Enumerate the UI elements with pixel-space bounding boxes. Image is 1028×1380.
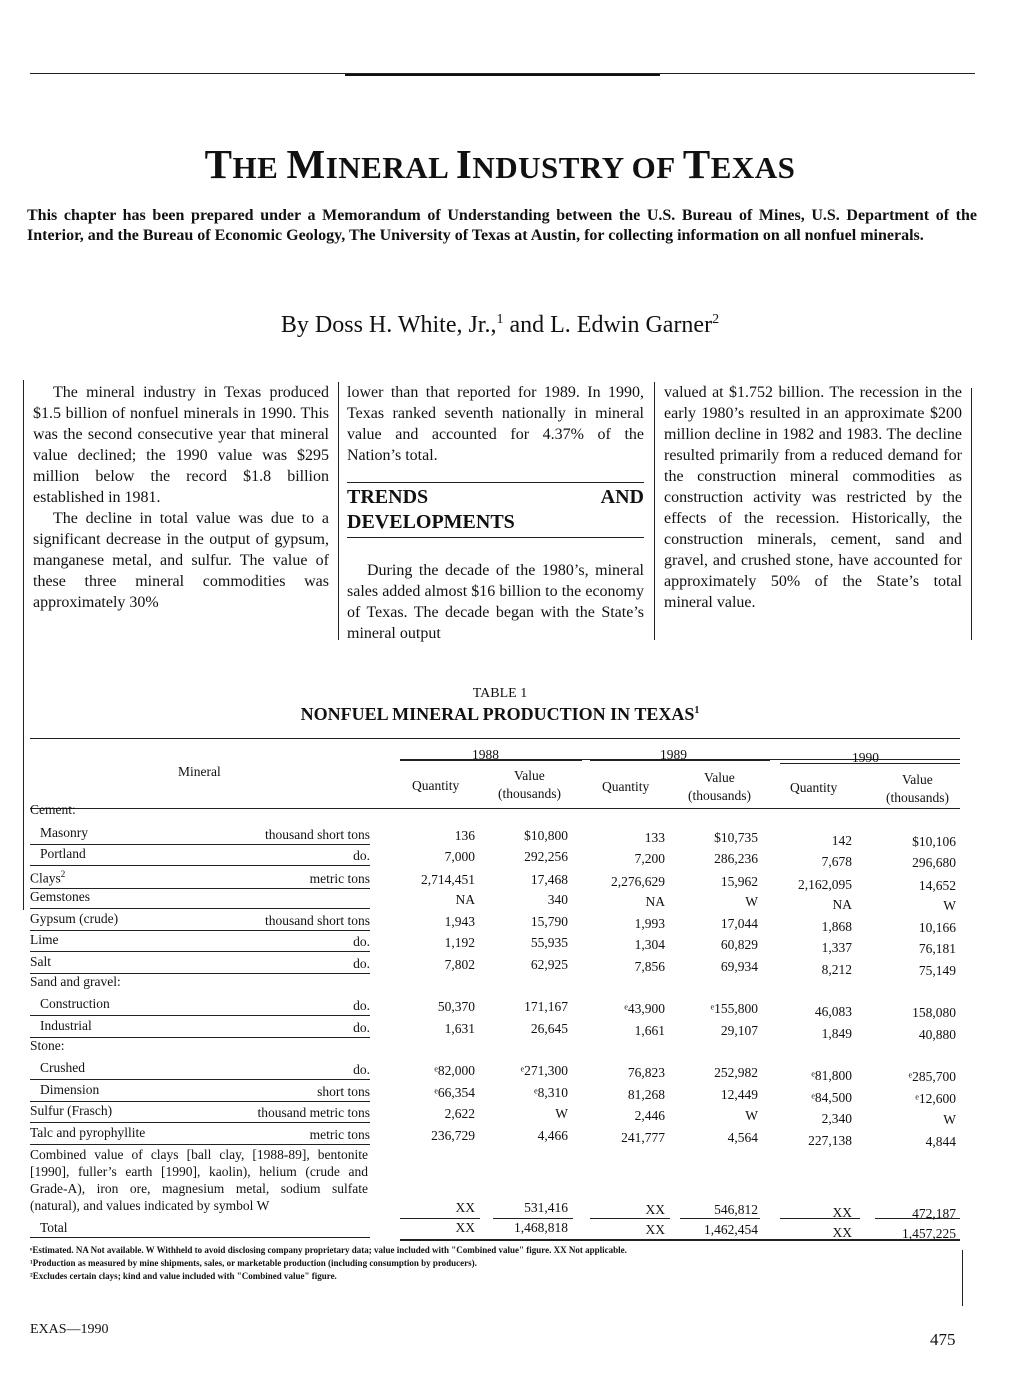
table-cell: 4,844	[925, 1134, 956, 1149]
table-cell: ᵉ8,310	[534, 1085, 568, 1100]
row-rule	[30, 930, 370, 931]
total-rule	[680, 1218, 760, 1219]
total-cell: XX	[832, 1225, 852, 1240]
table-cell: 1,661	[634, 1023, 665, 1038]
mineral-name	[40, 1060, 85, 1076]
table-cell: NA	[455, 892, 475, 907]
table-cell: 7,000	[444, 849, 475, 864]
table-cell: 40,880	[918, 1027, 956, 1042]
table-cell: 286,236	[714, 851, 758, 866]
mineral-name-text: Construction	[40, 996, 110, 1011]
mineral-name	[30, 1103, 112, 1119]
row-rule	[30, 1079, 370, 1080]
paragraph: valued at $1.752 billion. The recession in the early 1980’s resulted in an approximate $200 million decline in 1982 and 1983. The decline resulted primarily from a reduced demand for the construction mineral commodities as construction activity was restricted by the effects of the recession. Historically, the construction minerals, cement, sand and gravel, and crushed stone, have accounted for approximately 50% of the State’s total mineral value.	[664, 384, 962, 611]
table-title: NONFUEL MINERAL PRODUCTION IN TEXAS$^1$	[300, 704, 700, 724]
table-cell: 292,256	[524, 849, 568, 864]
mineral-name-text: Talc and pyrophyllite	[30, 1125, 146, 1140]
column-divider	[654, 382, 655, 640]
table-cell: 14,652	[918, 878, 956, 893]
table-cell: W	[745, 894, 758, 909]
unit-label: thousand short tons	[264, 827, 370, 842]
page-number: 475	[930, 1330, 956, 1349]
total-cell: XX	[455, 1220, 475, 1235]
total-rule	[590, 1218, 670, 1219]
mineral-name	[30, 1038, 65, 1054]
table-cell: 8,212	[821, 962, 852, 977]
production-table	[30, 738, 960, 1248]
table-cell: 1,304	[634, 937, 665, 952]
table-rule	[400, 760, 582, 761]
total-cell: XX	[645, 1222, 665, 1237]
combined-value-cell: XX	[645, 1202, 665, 1217]
table-rule	[30, 738, 960, 739]
table-rule	[30, 808, 960, 809]
table-cell: 1,849	[821, 1026, 852, 1041]
row-rule	[30, 1144, 370, 1145]
running-footer: EXAS—1990	[30, 1322, 109, 1337]
mineral-name-text: Cement:	[30, 802, 76, 817]
table-cell: 296,680	[912, 855, 956, 870]
table-footnotes	[30, 1244, 960, 1283]
column-divider	[23, 380, 24, 910]
table-cell: 340	[547, 892, 568, 907]
unit-label: do.	[353, 1020, 370, 1035]
unit-label: do.	[353, 934, 370, 949]
year-header: 1989	[660, 747, 687, 762]
mineral-name	[30, 911, 118, 927]
table-cell: ᵉ271,300	[520, 1063, 568, 1078]
year-header: 1988	[472, 747, 499, 762]
mineral-name	[40, 1082, 99, 1098]
table-cell: 241,777	[621, 1130, 665, 1145]
mineral-name-text: Sulfur (Frasch)	[30, 1103, 113, 1118]
table-label: TABLE 1	[472, 686, 528, 701]
unit-label: thousand short tons	[264, 913, 370, 928]
mineral-name	[30, 802, 76, 818]
table-cell: 10,166	[918, 920, 956, 935]
top-rule-thick	[345, 74, 660, 76]
table-cell: 1,192	[444, 935, 475, 950]
table-cell: 17,044	[720, 916, 758, 931]
value-header: Value	[704, 770, 735, 785]
table-cell: 4,466	[537, 1128, 568, 1143]
mineral-name	[40, 1018, 92, 1034]
combined-value-cell: XX	[832, 1205, 852, 1220]
row-rule	[30, 844, 370, 845]
unit-label: metric tons	[309, 871, 370, 886]
unit-label: do.	[353, 998, 370, 1013]
row-rule	[30, 1101, 370, 1102]
row-rule	[30, 908, 370, 909]
table-cell: 17,468	[530, 872, 568, 887]
combined-value-cell: XX	[455, 1200, 475, 1215]
body-column-3	[664, 382, 962, 613]
mineral-name	[40, 996, 110, 1012]
unit-label: do.	[353, 848, 370, 863]
table-cell: 252,982	[714, 1065, 758, 1080]
total-label: Total	[40, 1220, 68, 1235]
quantity-header: Quantity	[790, 780, 838, 795]
table-cell: W	[555, 1106, 568, 1121]
quantity-header: Quantity	[412, 778, 460, 793]
mineral-name	[30, 889, 90, 905]
table-cell: ᵉ155,800	[710, 1001, 758, 1016]
total-cell: 1,468,818	[514, 1220, 568, 1235]
unit-label: metric tons	[309, 1127, 370, 1142]
table-cell: ᵉ84,500	[811, 1090, 852, 1105]
combined-value-cell: 472,187	[912, 1206, 956, 1221]
table-cell: 75,149	[918, 963, 956, 978]
table-cell: 7,678	[821, 854, 852, 869]
table-cell: 171,167	[524, 999, 568, 1014]
mineral-name	[30, 1125, 145, 1141]
mineral-name	[30, 954, 51, 970]
table-cell: 12,449	[720, 1087, 758, 1102]
mineral-name-text: Industrial	[40, 1018, 92, 1033]
table-rule	[590, 760, 770, 761]
table-cell: ᵉ12,600	[915, 1091, 956, 1106]
table-cell: 2,162,095	[798, 877, 852, 892]
body-column-1	[33, 382, 329, 613]
mineral-name-text: Portland	[40, 846, 86, 861]
table-cell: $10,735	[714, 830, 758, 845]
table-cell: 7,802	[444, 957, 475, 972]
table-cell: 26,645	[530, 1021, 568, 1036]
table-cell: $10,106	[912, 834, 956, 849]
mineral-name-text: Masonry	[40, 825, 88, 840]
total-rule	[875, 1218, 960, 1219]
value-header: Value	[514, 768, 545, 783]
paragraph: lower than that reported for 1989. In 1990, Texas ranked seventh nationally in mineral value and accounted for 4.37% of the Nation’s total.	[347, 384, 644, 464]
unit-label: thousand metric tons	[257, 1105, 370, 1120]
mineral-name-text: Sand and gravel:	[30, 974, 121, 989]
table-cell: W	[745, 1108, 758, 1123]
year-header: 1990	[852, 750, 879, 765]
table-cell: 29,107	[720, 1023, 758, 1038]
value-header: (thousands)	[498, 786, 561, 801]
table-cell: 2,276,629	[611, 874, 665, 889]
total-rule	[780, 1218, 860, 1219]
quantity-header: Quantity	[602, 779, 650, 794]
table-cell: 2,622	[444, 1106, 475, 1121]
total-cell: 1,462,454	[704, 1222, 758, 1237]
row-rule	[30, 1037, 370, 1038]
table-cell: 50,370	[437, 999, 475, 1014]
combined-value-cell: 546,812	[714, 1202, 758, 1217]
table-cell: 2,446	[634, 1108, 665, 1123]
footnote: ²Excludes certain clays; kind and value included with "Combined value" figure.	[30, 1271, 337, 1281]
mineral-name	[40, 846, 86, 862]
table-cell: 2,714,451	[421, 872, 475, 887]
table-cell: 60,829	[720, 937, 758, 952]
row-rule	[30, 1122, 370, 1123]
mineral-name-text: Clays	[30, 870, 61, 886]
paragraph: The decline in total value was due to a significant decrease in the output of gypsum, manganese metal, and sulfur. The value of these three mineral commodities was approximately 30%	[33, 510, 329, 611]
table-cell: 142	[831, 833, 852, 848]
table-rule	[780, 763, 960, 764]
byline: By Doss H. White, Jr.,$^1$ and L. Edwin Garner$^2$	[280, 312, 720, 338]
table-cell: ᵉ82,000	[434, 1063, 475, 1078]
table-cell: 236,729	[431, 1128, 475, 1143]
table-cell: ᵉ43,900	[624, 1001, 665, 1016]
table-cell: 7,200	[634, 851, 665, 866]
table-cell: 133	[644, 830, 665, 845]
table-cell: NA	[832, 897, 852, 912]
table-cell: 46,083	[814, 1004, 852, 1019]
mineral-name	[30, 974, 121, 990]
column-divider	[962, 1250, 963, 1306]
table-cell: 76,823	[627, 1065, 665, 1080]
page-title: THE MINERAL INDUSTRY OF TEXAS	[204, 141, 796, 187]
table-cell: ᵉ81,800	[811, 1068, 852, 1083]
table-cell: 1,631	[444, 1021, 475, 1036]
column-divider	[971, 388, 972, 640]
table-cell: 136	[454, 828, 475, 843]
total-rule	[493, 1218, 573, 1219]
table-cell: 1,868	[821, 919, 852, 934]
table-cell: 76,181	[918, 941, 956, 956]
table-cell: ᵉ66,354	[434, 1085, 475, 1100]
table-cell: $10,800	[524, 828, 568, 843]
table-cell: 7,856	[634, 959, 665, 974]
table-cell: NA	[645, 894, 665, 909]
row-rule	[30, 865, 370, 866]
total-rule	[30, 1237, 370, 1238]
intro-paragraph: This chapter has been prepared under a Memorandum of Understanding between the U.S. Bureau of Mines, U.S. Department of the Interior, and the Bureau of Economic Geology, The University of Texas at Austin, for collecting information on all nonfuel minerals.	[27, 207, 977, 244]
table-cell: W	[943, 1112, 956, 1127]
table-cell: 62,925	[530, 957, 568, 972]
table-cell: 69,934	[720, 959, 758, 974]
unit-label: do.	[353, 956, 370, 971]
mineral-name-text: Lime	[30, 932, 59, 947]
footnote: ¹Production as measured by mine shipments, sales, or marketable production (including consumption by producers).	[30, 1258, 477, 1268]
table-cell: 15,790	[530, 914, 568, 929]
table-cell: ᵉ285,700	[908, 1069, 956, 1084]
total-cell: 1,457,225	[902, 1226, 956, 1241]
value-header: (thousands)	[886, 790, 949, 805]
table-cell: 1,337	[821, 940, 852, 955]
row-rule	[30, 951, 370, 952]
unit-label: short tons	[317, 1084, 370, 1099]
table-cell: 1,993	[634, 916, 665, 931]
mineral-name-text: Gemstones	[30, 889, 90, 904]
row-rule	[30, 1015, 370, 1016]
value-header: (thousands)	[688, 788, 751, 803]
table-cell: 4,564	[727, 1130, 758, 1145]
paragraph: During the decade of the 1980’s, mineral sales added almost $16 billion to the economy of Texas. The decade began with the State’s mineral output	[347, 562, 644, 642]
mineral-name-text: Stone:	[30, 1038, 65, 1053]
mineral-name	[30, 869, 65, 887]
footnote-marker: 2	[60, 869, 66, 879]
table-cell: 158,080	[912, 1005, 956, 1020]
mineral-name-text: Salt	[30, 954, 52, 969]
table-cell: W	[943, 898, 956, 913]
mineral-name-text: Dimension	[40, 1082, 100, 1097]
mineral-name	[30, 932, 59, 948]
table-cell: 15,962	[720, 874, 758, 889]
unit-label: do.	[353, 1062, 370, 1077]
value-header: Value	[902, 772, 933, 787]
paragraph: The mineral industry in Texas produced $1.5 billion of nonfuel minerals in 1990. This was the second consecutive year that mineral value declined; the 1990 value was $295 million below the record $1.8 billion established in 1981.	[33, 384, 329, 506]
table-cell: 2,340	[821, 1111, 852, 1126]
combined-value-label: Combined value of clays [ball clay, [1988-89], bentonite [1990], fuller’s earth [1990], kaolin), helium (crude and Grade-A), iron ore, magnesium metal, sodium sulfate (natural), and values indicated by symbol W	[30, 1147, 368, 1213]
mineral-name	[40, 825, 88, 841]
table-bottom-rule	[400, 1239, 960, 1241]
mineral-header: Mineral	[178, 764, 221, 779]
combined-value-cell: 531,416	[524, 1200, 568, 1215]
table-cell: 55,935	[530, 935, 568, 950]
mineral-name-text: Gypsum (crude)	[30, 911, 119, 926]
footnote: ᵉEstimated. NA Not available. W Withheld to avoid disclosing company proprietary data; value included with "Combined value" figure. XX Not applicable.	[30, 1245, 627, 1255]
table-cell: 1,943	[444, 914, 475, 929]
body-column-2	[347, 382, 644, 644]
table-cell: 81,268	[627, 1087, 665, 1102]
section-heading: TRENDS AND DEVELOPMENTS	[347, 482, 644, 538]
total-rule	[400, 1218, 480, 1219]
table-cell: 227,138	[808, 1133, 852, 1148]
mineral-name-text: Crushed	[40, 1060, 85, 1075]
column-divider	[338, 382, 339, 640]
